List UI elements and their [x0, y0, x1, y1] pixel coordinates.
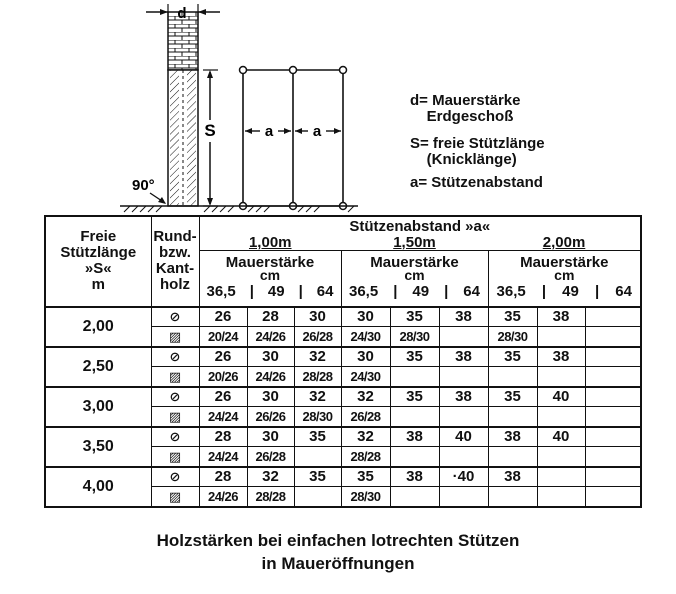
- round-value-cell: 26: [199, 387, 247, 407]
- wall-group-3: Mauerstärke cm 36,5 | 49 | 64: [488, 251, 641, 307]
- legend: [410, 136, 545, 168]
- round-value-cell: 28: [199, 427, 247, 447]
- round-value-cell: 35: [488, 387, 537, 407]
- round-value-cell: 40: [439, 427, 488, 447]
- square-value-cell: 26/28: [341, 407, 390, 427]
- square-value-cell: [439, 367, 488, 387]
- round-value-cell: 32: [294, 387, 341, 407]
- round-value-cell: [585, 387, 641, 407]
- round-value-cell: [537, 467, 585, 487]
- round-value-cell: 35: [341, 467, 390, 487]
- wall-group-2: Mauerstärke cm 36,5 | 49 | 64: [341, 251, 488, 307]
- round-value-cell: 40: [537, 387, 585, 407]
- round-timber-icon: ⊘: [151, 307, 199, 327]
- square-value-cell: 28/30: [390, 327, 439, 347]
- round-timber-icon: ⊘: [151, 427, 199, 447]
- round-value-cell: 30: [341, 307, 390, 327]
- legend: [410, 93, 520, 125]
- round-timber-icon: ⊘: [151, 387, 199, 407]
- square-value-cell: [537, 367, 585, 387]
- length-cell: 2,00: [45, 307, 151, 347]
- round-value-cell: 40: [537, 427, 585, 447]
- square-value-cell: [537, 327, 585, 347]
- legend-s-line2: (Knicklänge): [410, 151, 517, 168]
- dimension-table: [44, 215, 640, 515]
- square-value-cell: [439, 407, 488, 427]
- square-value-cell: [585, 487, 641, 507]
- round-value-cell: 30: [247, 347, 294, 367]
- caption-line-1: Holzstärken bei einfachen lotrechten Stützen: [156, 531, 520, 550]
- square-value-cell: 24/30: [341, 367, 390, 387]
- square-value-cell: [294, 447, 341, 467]
- round-value-cell: 30: [247, 387, 294, 407]
- legend-d-line2: Erdgeschoß: [410, 108, 514, 125]
- round-value-cell: 32: [341, 387, 390, 407]
- round-value-cell: 28: [199, 467, 247, 487]
- length-cell: 2,50: [45, 347, 151, 387]
- shape-header: Rund- bzw. Kant- holz: [151, 216, 199, 307]
- dimension-a-right-label: a: [312, 123, 322, 140]
- round-value-cell: ·40: [439, 467, 488, 487]
- round-value-cell: 26: [199, 347, 247, 367]
- square-value-cell: [537, 487, 585, 507]
- square-value-cell: [488, 367, 537, 387]
- spacing-2-00: 2,00m: [488, 235, 641, 251]
- dimension-s-label: S: [204, 121, 216, 140]
- round-value-cell: 35: [294, 467, 341, 487]
- round-value-cell: 32: [294, 347, 341, 367]
- legend-d-line1: d= Mauerstärke: [410, 92, 521, 109]
- spacing-1-00: 1,00m: [199, 235, 341, 251]
- round-value-cell: 30: [294, 307, 341, 327]
- square-value-cell: 28/30: [341, 487, 390, 507]
- square-timber-icon: ▨: [151, 487, 199, 507]
- square-value-cell: 28/28: [247, 487, 294, 507]
- square-value-cell: [585, 327, 641, 347]
- round-value-cell: 32: [341, 427, 390, 447]
- round-value-cell: 38: [439, 347, 488, 367]
- caption-line-2: in Maueröffnungen: [261, 554, 415, 573]
- round-value-cell: 35: [390, 307, 439, 327]
- square-value-cell: 28/28: [341, 447, 390, 467]
- square-value-cell: 20/24: [199, 327, 247, 347]
- square-value-cell: [488, 407, 537, 427]
- round-value-cell: 35: [390, 387, 439, 407]
- square-timber-icon: ▨: [151, 407, 199, 427]
- round-value-cell: 38: [488, 427, 537, 447]
- square-timber-icon: ▨: [151, 367, 199, 387]
- round-value-cell: 32: [247, 467, 294, 487]
- round-value-cell: [585, 347, 641, 367]
- round-value-cell: 38: [488, 467, 537, 487]
- square-value-cell: [585, 447, 641, 467]
- round-value-cell: 35: [390, 347, 439, 367]
- square-value-cell: 26/28: [247, 447, 294, 467]
- square-value-cell: [439, 487, 488, 507]
- column-diagram: [0, 0, 676, 215]
- round-value-cell: 38: [439, 307, 488, 327]
- spacing-1-50: 1,50m: [341, 235, 488, 251]
- length-cell: 3,50: [45, 427, 151, 467]
- round-value-cell: 35: [488, 307, 537, 327]
- legend-s-line1: S= freie Stützlänge: [410, 135, 545, 152]
- length-header: Freie Stützlänge »S« m: [45, 216, 151, 307]
- round-value-cell: 26: [199, 307, 247, 327]
- square-value-cell: [294, 487, 341, 507]
- round-value-cell: [585, 307, 641, 327]
- square-value-cell: [439, 327, 488, 347]
- length-cell: 4,00: [45, 467, 151, 507]
- square-value-cell: [390, 487, 439, 507]
- round-value-cell: 28: [247, 307, 294, 327]
- square-value-cell: [390, 407, 439, 427]
- round-timber-icon: ⊘: [151, 467, 199, 487]
- square-value-cell: 26/28: [294, 327, 341, 347]
- square-value-cell: 24/26: [247, 367, 294, 387]
- spacing-header: Stützenabstand »a«: [199, 216, 641, 235]
- round-value-cell: [585, 427, 641, 447]
- round-value-cell: 35: [488, 347, 537, 367]
- round-value-cell: 38: [537, 347, 585, 367]
- round-value-cell: 38: [390, 427, 439, 447]
- square-value-cell: 20/26: [199, 367, 247, 387]
- square-value-cell: [488, 447, 537, 467]
- legend-a-line1: a= Stützenabstand: [410, 174, 543, 191]
- square-value-cell: [585, 407, 641, 427]
- round-timber-icon: ⊘: [151, 347, 199, 367]
- square-value-cell: 24/26: [199, 487, 247, 507]
- square-value-cell: [488, 487, 537, 507]
- round-value-cell: 38: [537, 307, 585, 327]
- square-value-cell: [390, 367, 439, 387]
- square-value-cell: [390, 447, 439, 467]
- round-value-cell: 30: [341, 347, 390, 367]
- round-value-cell: 38: [390, 467, 439, 487]
- square-value-cell: 28/30: [488, 327, 537, 347]
- square-value-cell: 24/24: [199, 407, 247, 427]
- dimension-a-left-label: a: [264, 123, 274, 140]
- square-timber-icon: ▨: [151, 327, 199, 347]
- round-value-cell: 35: [294, 427, 341, 447]
- square-value-cell: 24/26: [247, 327, 294, 347]
- square-timber-icon: ▨: [151, 447, 199, 467]
- dimension-d-label: d: [177, 5, 187, 22]
- legend: [410, 175, 543, 191]
- wall-group-1: Mauerstärke cm 36,5 | 49 | 64: [199, 251, 341, 307]
- round-value-cell: 30: [247, 427, 294, 447]
- round-value-cell: [585, 467, 641, 487]
- square-value-cell: 26/26: [247, 407, 294, 427]
- square-value-cell: 28/30: [294, 407, 341, 427]
- angle-label: 90°: [132, 177, 155, 194]
- round-value-cell: 38: [439, 387, 488, 407]
- square-value-cell: [537, 407, 585, 427]
- square-value-cell: 24/24: [199, 447, 247, 467]
- square-value-cell: 28/28: [294, 367, 341, 387]
- length-cell: 3,00: [45, 387, 151, 427]
- square-value-cell: [585, 367, 641, 387]
- square-value-cell: [439, 447, 488, 467]
- square-value-cell: [537, 447, 585, 467]
- square-value-cell: 24/30: [341, 327, 390, 347]
